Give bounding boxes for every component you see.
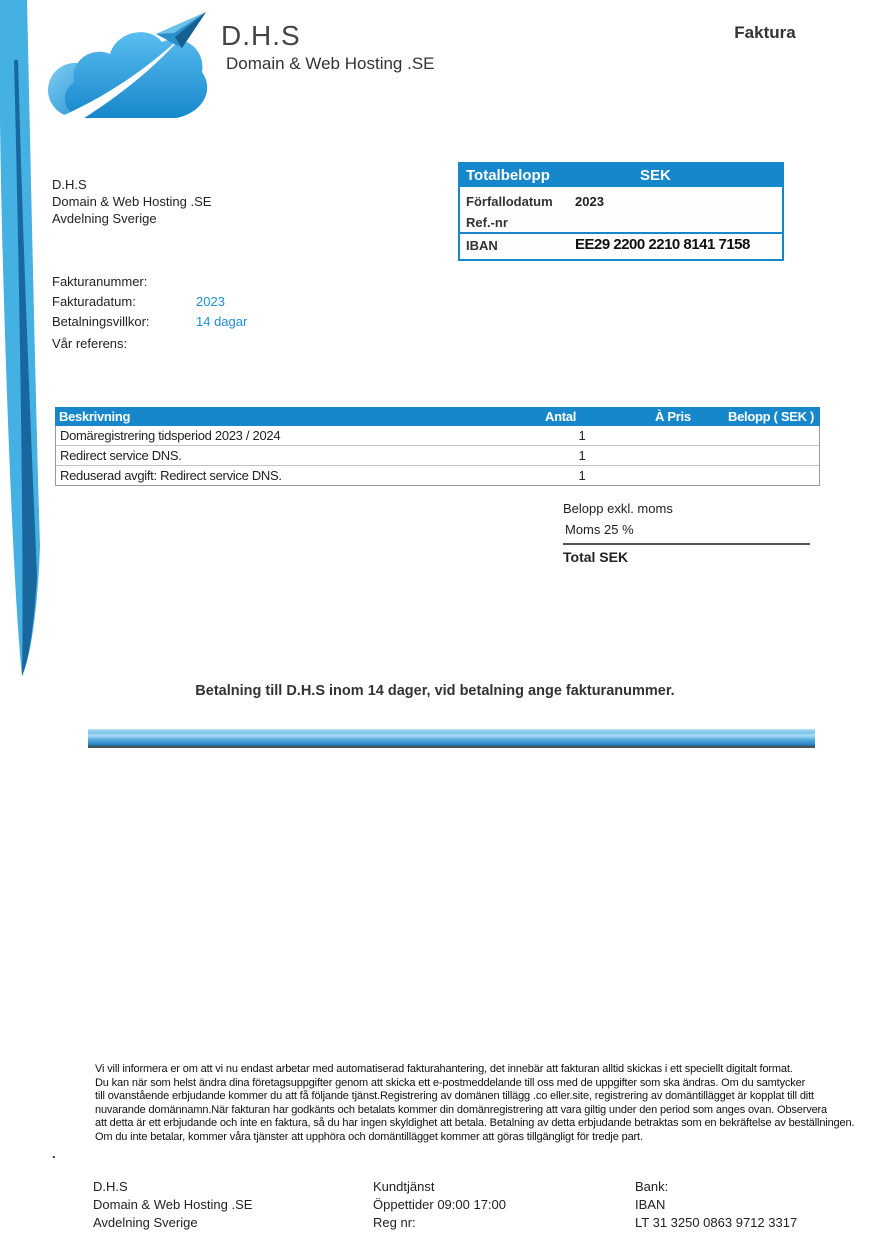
vat-label: Moms 25 % xyxy=(565,522,634,537)
payment-terms-value: 14 dagar xyxy=(196,314,248,329)
summary-currency-label: SEK xyxy=(640,167,671,184)
header-quantity: Antal xyxy=(545,409,577,424)
footer-support-title: Kundtjänst xyxy=(373,1179,435,1194)
due-date-value: 2023 xyxy=(575,194,604,209)
invoice-number-label: Fakturanummer: xyxy=(52,274,148,289)
iban-value: EE29 2200 2210 8141 7158 xyxy=(575,236,750,253)
items-table-header xyxy=(55,407,820,426)
footer-bank-label: Bank: xyxy=(635,1179,669,1194)
sender-name: D.H.S xyxy=(52,177,87,192)
terms-line: Vi vill informera er om att vi nu endast arbetar med automatiserad fakturahantering, det innebär att fakturan alltid skickas i ett speciellt digitalt format. xyxy=(95,1063,793,1075)
amount-excl-vat-label: Belopp exkl. moms xyxy=(563,501,673,516)
terms-line: till ovanstående erbjudande kommer du att få följande tjänst.Registrering av domänen tillägg .co eller.site, registrering av domäntillägget är kopplat till ditt xyxy=(95,1090,814,1102)
item-quantity: 1 xyxy=(578,428,586,443)
total-sek-label: Total SEK xyxy=(563,549,629,565)
footer-opening-hours: Öppettider 09:00 17:00 xyxy=(373,1197,506,1212)
document-title: Faktura xyxy=(734,23,796,42)
terms-line: att detta är ett erbjudande och inte en faktura, så du har ingen skyldighet att betala. Betalning av detta erbjudande betraktas som en bekräftelse av beställningen. xyxy=(95,1117,855,1129)
footer-company-line3: Avdelning Sverige xyxy=(93,1215,198,1230)
item-quantity: 1 xyxy=(578,468,586,483)
invoice-date-label: Fakturadatum: xyxy=(52,294,136,309)
due-date-label: Förfallodatum xyxy=(466,194,553,209)
blue-ribbon-decoration xyxy=(88,729,815,748)
terms-paragraph xyxy=(95,1063,857,1144)
sender-line3: Avdelning Sverige xyxy=(52,211,157,226)
logo-cloud-icon xyxy=(44,6,214,122)
summary-total-label: Totalbelopp xyxy=(466,167,550,184)
item-description: Domäregistrering tidsperiod 2023 / 2024 xyxy=(60,428,281,443)
footer-company-name: D.H.S xyxy=(93,1179,128,1194)
terms-line: nuvarande domännamn.När fakturan har godkänts och betalats kommer din domänregistrering att vara giltig under den period som anges ovan. Observera xyxy=(95,1103,828,1116)
footer-company-block xyxy=(93,1178,252,1232)
items-table-body xyxy=(55,426,820,486)
table-row xyxy=(56,426,819,446)
invoice-date-value: 2023 xyxy=(196,294,225,309)
footer-support-block xyxy=(373,1178,506,1232)
logo-company-name: D.H.S xyxy=(221,20,301,51)
our-reference-label: Vår referens: xyxy=(52,336,128,351)
totals-divider xyxy=(563,543,810,545)
total-summary-box xyxy=(458,162,784,261)
footer-reg-nr: Reg nr: xyxy=(373,1215,416,1230)
iban-label: IBAN xyxy=(466,238,498,253)
items-table xyxy=(55,407,820,486)
footer-company-line2: Domain & Web Hosting .SE xyxy=(93,1197,253,1212)
table-row xyxy=(56,446,819,466)
terms-line: Du kan när som helst ändra dina företagsuppgifter genom att skicka ett e-postmeddelande till oss med de uppgifter som ska ändras. Om du samtycker xyxy=(95,1076,806,1089)
terms-line: Om du inte betalar, kommer våra tjänster att upphöra och domäntillägget kommer att göras tillgängligt för tredje part. xyxy=(95,1130,643,1143)
stray-dot: . xyxy=(52,1146,56,1161)
table-row xyxy=(56,466,819,485)
item-description: Reduserad avgift: Redirect service DNS. xyxy=(60,468,282,483)
payment-instruction-note: Betalning till D.H.S inom 14 dager, vid betalning ange fakturanummer. xyxy=(195,683,675,699)
header-unit-price: À Pris xyxy=(655,409,691,424)
header-description: Beskrivning xyxy=(59,409,131,424)
logo-company-subtitle: Domain & Web Hosting .SE xyxy=(226,54,435,73)
ref-nr-label: Ref.-nr xyxy=(466,215,508,230)
footer-iban-label: IBAN xyxy=(635,1197,666,1212)
sender-address-block xyxy=(52,176,211,227)
header-amount: Belopp ( SEK ) xyxy=(728,409,815,424)
item-description: Redirect service DNS. xyxy=(60,448,182,463)
footer-iban-number: LT 31 3250 0863 9712 3317 xyxy=(635,1215,798,1230)
summary-divider xyxy=(460,232,782,234)
left-edge-swoosh-decoration xyxy=(0,0,50,690)
summary-box-header xyxy=(460,164,782,187)
footer-bank-block xyxy=(635,1178,797,1232)
item-quantity: 1 xyxy=(578,448,586,463)
payment-terms-label: Betalningsvillkor: xyxy=(52,314,150,329)
sender-line2: Domain & Web Hosting .SE xyxy=(52,194,212,209)
